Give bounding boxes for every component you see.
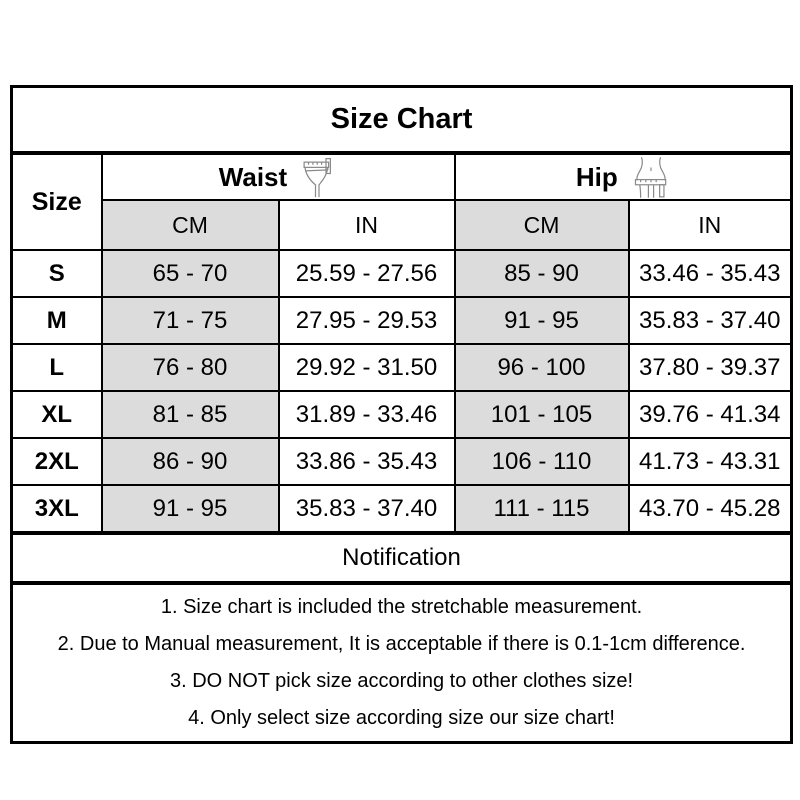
- hip-cm-value: 106 - 110: [455, 438, 629, 485]
- table-row-m: [12, 297, 792, 344]
- table-row-s: [12, 250, 792, 297]
- hip-in-value: 35.83 - 37.40: [629, 297, 792, 344]
- hip-cm-value: 101 - 105: [455, 391, 629, 438]
- note-line-1: 1. Size chart is included the stretchable measurement.: [160, 596, 643, 618]
- hip-in-value: 43.70 - 45.28: [629, 485, 792, 533]
- size-label: M: [12, 297, 102, 344]
- waist-in-value: 31.89 - 33.46: [279, 391, 455, 438]
- waist-in-value: 27.95 - 29.53: [279, 297, 455, 344]
- waist-in-value: 25.59 - 27.56: [279, 250, 455, 297]
- waist-in-value: 35.83 - 37.40: [279, 485, 455, 533]
- hip-in-value: 41.73 - 43.31: [629, 438, 792, 485]
- waist-measuring-tape-icon: [301, 156, 337, 198]
- column-header-waist: [102, 153, 455, 200]
- size-label: 3XL: [12, 485, 102, 533]
- table-row-l: [12, 344, 792, 391]
- size-label: 2XL: [12, 438, 102, 485]
- waist-cm-value: 86 - 90: [102, 438, 279, 485]
- waist-cm-value: 71 - 75: [102, 297, 279, 344]
- waist-cm-value: 65 - 70: [102, 250, 279, 297]
- hip-cm-value: 111 - 115: [455, 485, 629, 533]
- hip-measuring-tape-icon: [632, 155, 670, 199]
- size-chart-table: [10, 85, 793, 744]
- waist-in-value: 33.86 - 35.43: [279, 438, 455, 485]
- hip-cm-value: 85 - 90: [455, 250, 629, 297]
- waist-cm-value: 81 - 85: [102, 391, 279, 438]
- column-header-hip: [455, 153, 792, 200]
- hip-in-value: 37.80 - 39.37: [629, 344, 792, 391]
- notification-header-row: [12, 533, 792, 583]
- notification-notes-row: [12, 583, 792, 743]
- hip-in-value: 33.46 - 35.43: [629, 250, 792, 297]
- note-line-3: 3. DO NOT pick size according to other clothes size!: [169, 670, 634, 692]
- unit-header-hip-in: IN: [629, 200, 792, 250]
- unit-header-waist-cm: CM: [102, 200, 279, 250]
- group-header-row: [12, 153, 792, 200]
- hip-in-value: 39.76 - 41.34: [629, 391, 792, 438]
- hip-cm-value: 96 - 100: [455, 344, 629, 391]
- unit-header-waist-in: IN: [279, 200, 455, 250]
- table-row-2xl: [12, 438, 792, 485]
- note-line-2: 2. Due to Manual measurement, It is acceptable if there is 0.1-1cm difference.: [57, 633, 746, 655]
- waist-in-value: 29.92 - 31.50: [279, 344, 455, 391]
- note-line-4: 4. Only select size according size our size chart!: [188, 707, 615, 729]
- unit-header-row: [12, 200, 792, 250]
- hip-cm-value: 91 - 95: [455, 297, 629, 344]
- size-label: L: [12, 344, 102, 391]
- size-label: XL: [12, 391, 102, 438]
- waist-cm-value: 91 - 95: [102, 485, 279, 533]
- table-row-3xl: [12, 485, 792, 533]
- unit-header-hip-cm: CM: [455, 200, 629, 250]
- waist-header-label: Waist: [218, 161, 288, 192]
- column-header-size: Size: [12, 153, 102, 250]
- page-title: Size Chart: [12, 87, 792, 154]
- title-row: [12, 87, 792, 154]
- hip-header-label: Hip: [575, 161, 618, 192]
- size-label: S: [12, 250, 102, 297]
- waist-cm-value: 76 - 80: [102, 344, 279, 391]
- table-row-xl: [12, 391, 792, 438]
- notification-header: Notification: [12, 533, 792, 583]
- notification-notes: [12, 583, 792, 743]
